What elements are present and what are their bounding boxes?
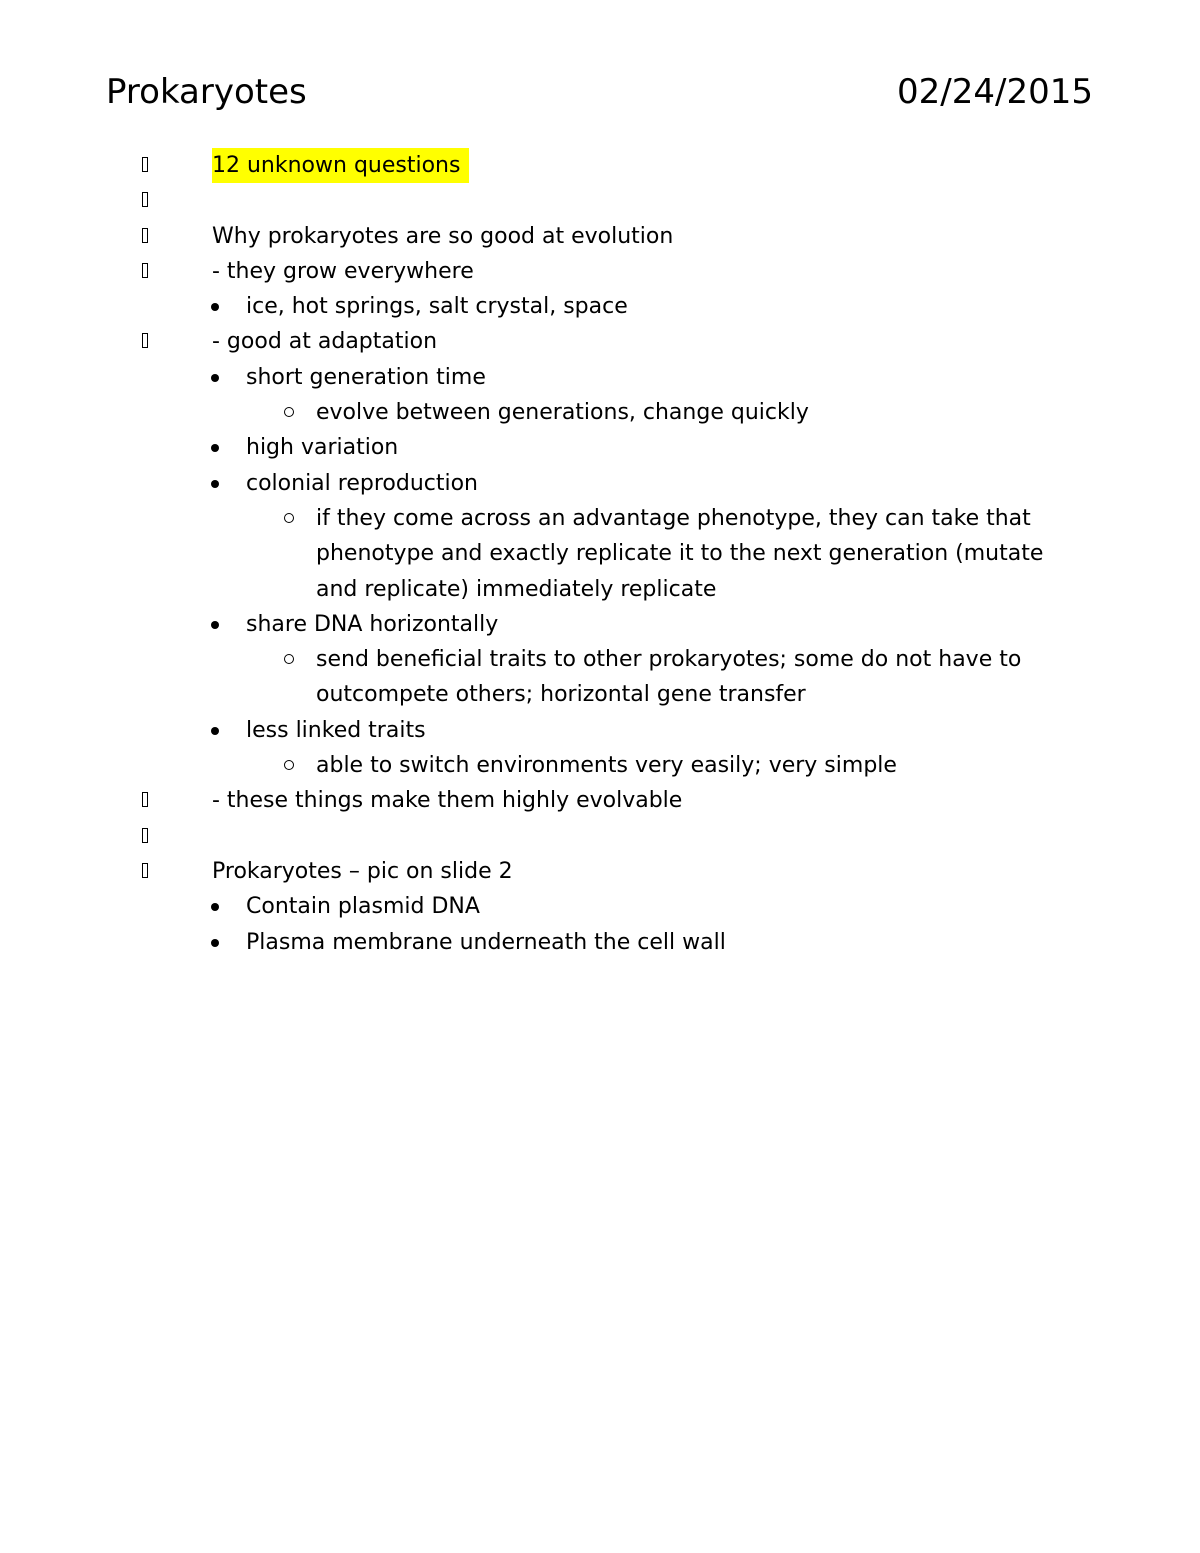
list-item <box>0 642 1200 713</box>
list-item <box>0 889 1200 924</box>
filled-circle-bullet-icon <box>211 903 219 911</box>
note-text: colonial reproduction <box>246 470 478 496</box>
note-text: ice, hot springs, salt crystal, space <box>246 294 628 320</box>
note-text: share DNA horizontally <box>246 611 499 637</box>
note-text: Plasma membrane underneath the cell wall <box>246 929 726 955</box>
checkbox-icon <box>142 219 152 254</box>
hollow-circle-bullet-icon <box>284 654 294 664</box>
filled-circle-bullet-icon <box>211 374 219 382</box>
checkbox-icon <box>142 819 152 854</box>
note-text: if they come across an advantage phenotype, they can take that phenotype and exactly replicate it to the next generation (mutate and replicate) immediately replicate <box>316 505 1044 602</box>
checkbox-icon <box>142 148 152 183</box>
note-text: Contain plasmid DNA <box>246 894 480 920</box>
filled-circle-bullet-icon <box>211 303 219 311</box>
list-item <box>0 925 1200 960</box>
list-item <box>0 501 1200 607</box>
list-item <box>0 148 1200 183</box>
page-title: Prokaryotes <box>106 72 307 112</box>
notes-list <box>0 148 1200 960</box>
filled-circle-bullet-icon <box>211 621 219 629</box>
checkbox-icon <box>142 324 152 359</box>
list-item <box>0 219 1200 254</box>
filled-circle-bullet-icon <box>211 727 219 735</box>
list-item <box>0 430 1200 465</box>
note-text: - they grow everywhere <box>212 258 474 284</box>
note-text: less linked traits <box>246 717 426 743</box>
checkbox-icon <box>142 783 152 818</box>
list-item <box>0 395 1200 430</box>
list-item <box>0 713 1200 748</box>
checkbox-icon <box>142 854 152 889</box>
list-item <box>0 783 1200 818</box>
note-text: able to switch environments very easily; very simple <box>316 753 897 779</box>
list-item <box>0 183 1200 218</box>
filled-circle-bullet-icon <box>211 480 219 488</box>
hollow-circle-bullet-icon <box>284 513 294 523</box>
note-text: high variation <box>246 435 399 461</box>
list-item <box>0 819 1200 854</box>
note-text: 12 unknown questions <box>212 148 469 183</box>
list-item <box>0 466 1200 501</box>
note-text: Prokaryotes – pic on slide 2 <box>212 858 513 884</box>
list-item <box>0 254 1200 289</box>
hollow-circle-bullet-icon <box>284 760 294 770</box>
note-text: short generation time <box>246 364 486 390</box>
list-item <box>0 360 1200 395</box>
list-item <box>0 854 1200 889</box>
list-item <box>0 324 1200 359</box>
checkbox-icon <box>142 183 152 218</box>
page-date: 02/24/2015 <box>897 72 1093 112</box>
filled-circle-bullet-icon <box>211 444 219 452</box>
checkbox-icon <box>142 254 152 289</box>
note-text: - good at adaptation <box>212 329 438 355</box>
note-text: - these things make them highly evolvable <box>212 788 683 814</box>
note-text: send beneficial traits to other prokaryotes; some do not have to outcompete others; horizontal gene transfer <box>316 647 1022 708</box>
list-item <box>0 607 1200 642</box>
list-item <box>0 748 1200 783</box>
filled-circle-bullet-icon <box>211 939 219 947</box>
list-item <box>0 289 1200 324</box>
hollow-circle-bullet-icon <box>284 407 294 417</box>
note-text: Why prokaryotes are so good at evolution <box>212 223 674 249</box>
note-text: evolve between generations, change quickly <box>316 400 809 426</box>
